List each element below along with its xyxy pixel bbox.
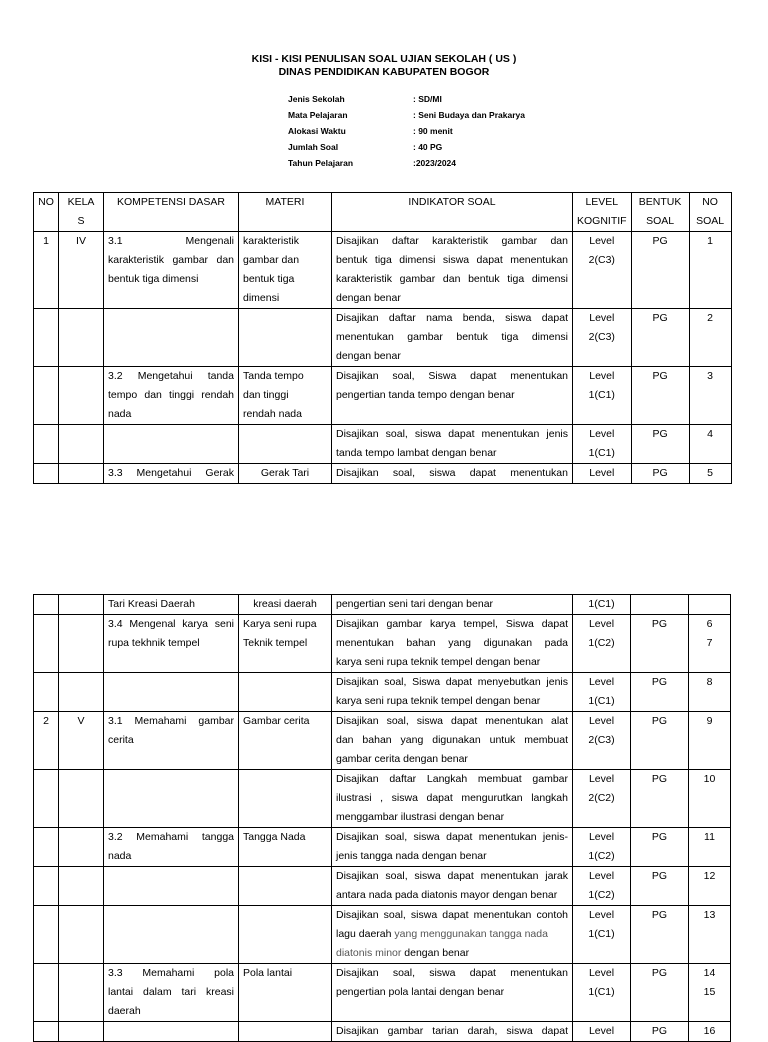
table-header-row: [34, 193, 732, 232]
cell-level: Level 1(C2): [573, 828, 631, 867]
cell-indikator: Disajikan gambar karya tempel, Siswa dapat menentukan bahan yang digunakan pada karya seni rupa teknik tempel dengan benar: [332, 615, 573, 673]
info-label: Jumlah Soal: [288, 142, 339, 152]
cell-kelas: IV: [59, 232, 104, 309]
cell-bentuk: PG: [631, 615, 689, 673]
cell-bentuk: PG: [631, 964, 689, 1022]
info-value: : 40 PG: [413, 142, 443, 152]
info-label: Tahun Pelajaran: [288, 158, 354, 168]
cell-bentuk: PG: [631, 906, 689, 964]
table-row: [34, 867, 731, 906]
cell-level: Level: [573, 1022, 631, 1042]
cell-no-soal: 3: [689, 367, 731, 425]
cell-indikator: Disajikan soal, siswa dapat menentukan contoh lagu daerah yang menggunakan tangga nada diatonis minor dengan benar: [332, 906, 573, 964]
cell-level: Level 2(C3): [573, 232, 632, 309]
table-row: [34, 232, 732, 309]
cell-level: Level 2(C3): [573, 712, 631, 770]
cell-no: 2: [34, 712, 59, 770]
cell-level: Level 1(C1): [573, 367, 632, 425]
info-label: Mata Pelajaran: [288, 110, 348, 120]
header-no-soal: NO SOAL: [689, 193, 731, 232]
document-subtitle: DINAS PENDIDIKAN KABUPATEN BOGOR: [278, 66, 490, 78]
table-row: [34, 367, 732, 425]
table-row: [34, 595, 731, 615]
cell-bentuk: PG: [631, 464, 689, 484]
cell-no-soal: 10: [689, 770, 731, 828]
cell-materi: Tangga Nada: [239, 828, 332, 867]
cell-no-soal: 6 7: [689, 615, 731, 673]
cell-level: Level 2(C3): [573, 309, 632, 367]
cell-bentuk: PG: [631, 770, 689, 828]
cell-no-soal: 8: [689, 673, 731, 712]
cell-no-soal: 2: [689, 309, 731, 367]
cell-kelas: V: [59, 712, 104, 770]
cell-indikator: Disajikan gambar tarian darah, siswa dapat: [332, 1022, 573, 1042]
header-kompetensi: KOMPETENSI DASAR: [104, 193, 239, 232]
cell-kompetensi: 3.4 Mengenal karya seni rupa tekhnik tempel: [104, 615, 239, 673]
info-label: Jenis Sekolah: [288, 94, 345, 104]
cell-materi: Gambar cerita: [239, 712, 332, 770]
table-row: [34, 615, 731, 673]
table-row: [34, 425, 732, 464]
cell-indikator: Disajikan soal, siswa dapat menentukan pengertian pola lantai dengan benar: [332, 964, 573, 1022]
cell-bentuk: PG: [631, 828, 689, 867]
kisi-table-page-1: [33, 192, 732, 484]
cell-materi: karakteristik gambar dan bentuk tiga dimensi: [239, 232, 332, 309]
cell-level: Level 1(C2): [573, 867, 631, 906]
cell-bentuk: PG: [631, 367, 689, 425]
info-value: : 90 menit: [413, 126, 453, 136]
cell-materi: Karya seni rupa Teknik tempel: [239, 615, 332, 673]
info-label: Alokasi Waktu: [288, 126, 346, 136]
cell-materi: Pola lantai: [239, 964, 332, 1022]
cell-no-soal: 16: [689, 1022, 731, 1042]
cell-level: 1(C1): [573, 595, 631, 615]
info-value: : SD/MI: [413, 94, 442, 104]
table-row: [34, 770, 731, 828]
cell-bentuk: PG: [631, 673, 689, 712]
cell-level: Level 1(C1): [573, 964, 631, 1022]
cell-bentuk: PG: [631, 1022, 689, 1042]
cell-kompetensi: 3.2 Memahami tangga nada: [104, 828, 239, 867]
cell-indikator: Disajikan daftar nama benda, siswa dapat menentukan gambar bentuk tiga dimensi dengan benar: [332, 309, 573, 367]
header-kelas: KELA S: [59, 193, 104, 232]
header-bentuk: BENTUK SOAL: [631, 193, 689, 232]
cell-indikator: pengertian seni tari dengan benar: [332, 595, 573, 615]
info-block: [288, 94, 525, 174]
document-title: KISI - KISI PENULISAN SOAL UJIAN SEKOLAH ( US ): [251, 53, 517, 65]
table-row: [34, 309, 732, 367]
cell-level: Level 1(C1): [573, 425, 632, 464]
cell-indikator: Disajikan soal, siswa dapat menentukan jarak antara nada pada diatonis mayor dengan benar: [332, 867, 573, 906]
cell-kompetensi: 3.1 Memahami gambar cerita: [104, 712, 239, 770]
header-no: NO: [34, 193, 59, 232]
cell-bentuk: PG: [631, 232, 689, 309]
table-row: [34, 464, 732, 484]
table-row: [34, 964, 731, 1022]
cell-no-soal: 11: [689, 828, 731, 867]
cell-level: Level 1(C1): [573, 906, 631, 964]
header-materi: MATERI: [239, 193, 332, 232]
table-row: [34, 828, 731, 867]
cell-no-soal: 12: [689, 867, 731, 906]
cell-indikator: Disajikan daftar karakteristik gambar dan bentuk tiga dimensi siswa dapat menentukan karakteristik gambar dan bentuk tiga dimensi dengan benar: [332, 232, 573, 309]
cell-kompetensi: Tari Kreasi Daerah: [104, 595, 239, 615]
cell-kompetensi: 3.2 Mengetahui tanda tempo dan tinggi rendah nada: [104, 367, 239, 425]
header-level: LEVEL KOGNITIF: [573, 193, 632, 232]
cell-kompetensi: 3.3 Memahami pola lantai dalam tari kreasi daerah: [104, 964, 239, 1022]
kisi-table-page-2: [33, 594, 731, 1042]
cell-indikator: Disajikan soal, Siswa dapat menyebutkan jenis karya seni rupa teknik tempel dengan benar: [332, 673, 573, 712]
cell-level: Level 1(C1): [573, 673, 631, 712]
cell-no-soal: 4: [689, 425, 731, 464]
header-indikator: INDIKATOR SOAL: [332, 193, 573, 232]
table-row: [34, 712, 731, 770]
cell-no-soal: 14 15: [689, 964, 731, 1022]
cell-indikator: Disajikan soal, siswa dapat menentukan alat dan bahan yang digunakan untuk membuat gambar cerita dengan benar: [332, 712, 573, 770]
cell-kompetensi: 3.3 Mengetahui Gerak: [104, 464, 239, 484]
cell-no-soal: 9: [689, 712, 731, 770]
info-value: : Seni Budaya dan Prakarya: [413, 110, 525, 120]
cell-level: Level 1(C2): [573, 615, 631, 673]
cell-no-soal: 1: [689, 232, 731, 309]
info-value: :2023/2024: [413, 158, 457, 168]
cell-level: Level 2(C2): [573, 770, 631, 828]
cell-materi: Gerak Tari: [239, 464, 332, 484]
cell-bentuk: PG: [631, 867, 689, 906]
cell-kompetensi: 3.1 Mengenali karakteristik gambar dan bentuk tiga dimensi: [104, 232, 239, 309]
cell-indikator: Disajikan soal, siswa dapat menentukan jenis tanda tempo lambat dengan benar: [332, 425, 573, 464]
cell-no: 1: [34, 232, 59, 309]
cell-indikator: Disajikan soal, siswa dapat menentukan jenis- jenis tangga nada dengan benar: [332, 828, 573, 867]
cell-bentuk: PG: [631, 712, 689, 770]
cell-indikator: Disajikan soal, Siswa dapat menentukan pengertian tanda tempo dengan benar: [332, 367, 573, 425]
cell-no-soal: 5: [689, 464, 731, 484]
cell-level: Level: [573, 464, 632, 484]
table-row: [34, 906, 731, 964]
cell-indikator: Disajikan soal, siswa dapat menentukan: [332, 464, 573, 484]
table-row: [34, 1022, 731, 1042]
table-row: [34, 673, 731, 712]
cell-indikator: Disajikan daftar Langkah membuat gambar ilustrasi , siswa dapat mengurutkan langkah menggambar ilustrasi dengan benar: [332, 770, 573, 828]
cell-bentuk: PG: [631, 309, 689, 367]
cell-materi: Tanda tempo dan tinggi rendah nada: [239, 367, 332, 425]
cell-materi: kreasi daerah: [239, 595, 332, 615]
cell-bentuk: PG: [631, 425, 689, 464]
cell-no-soal: 13: [689, 906, 731, 964]
